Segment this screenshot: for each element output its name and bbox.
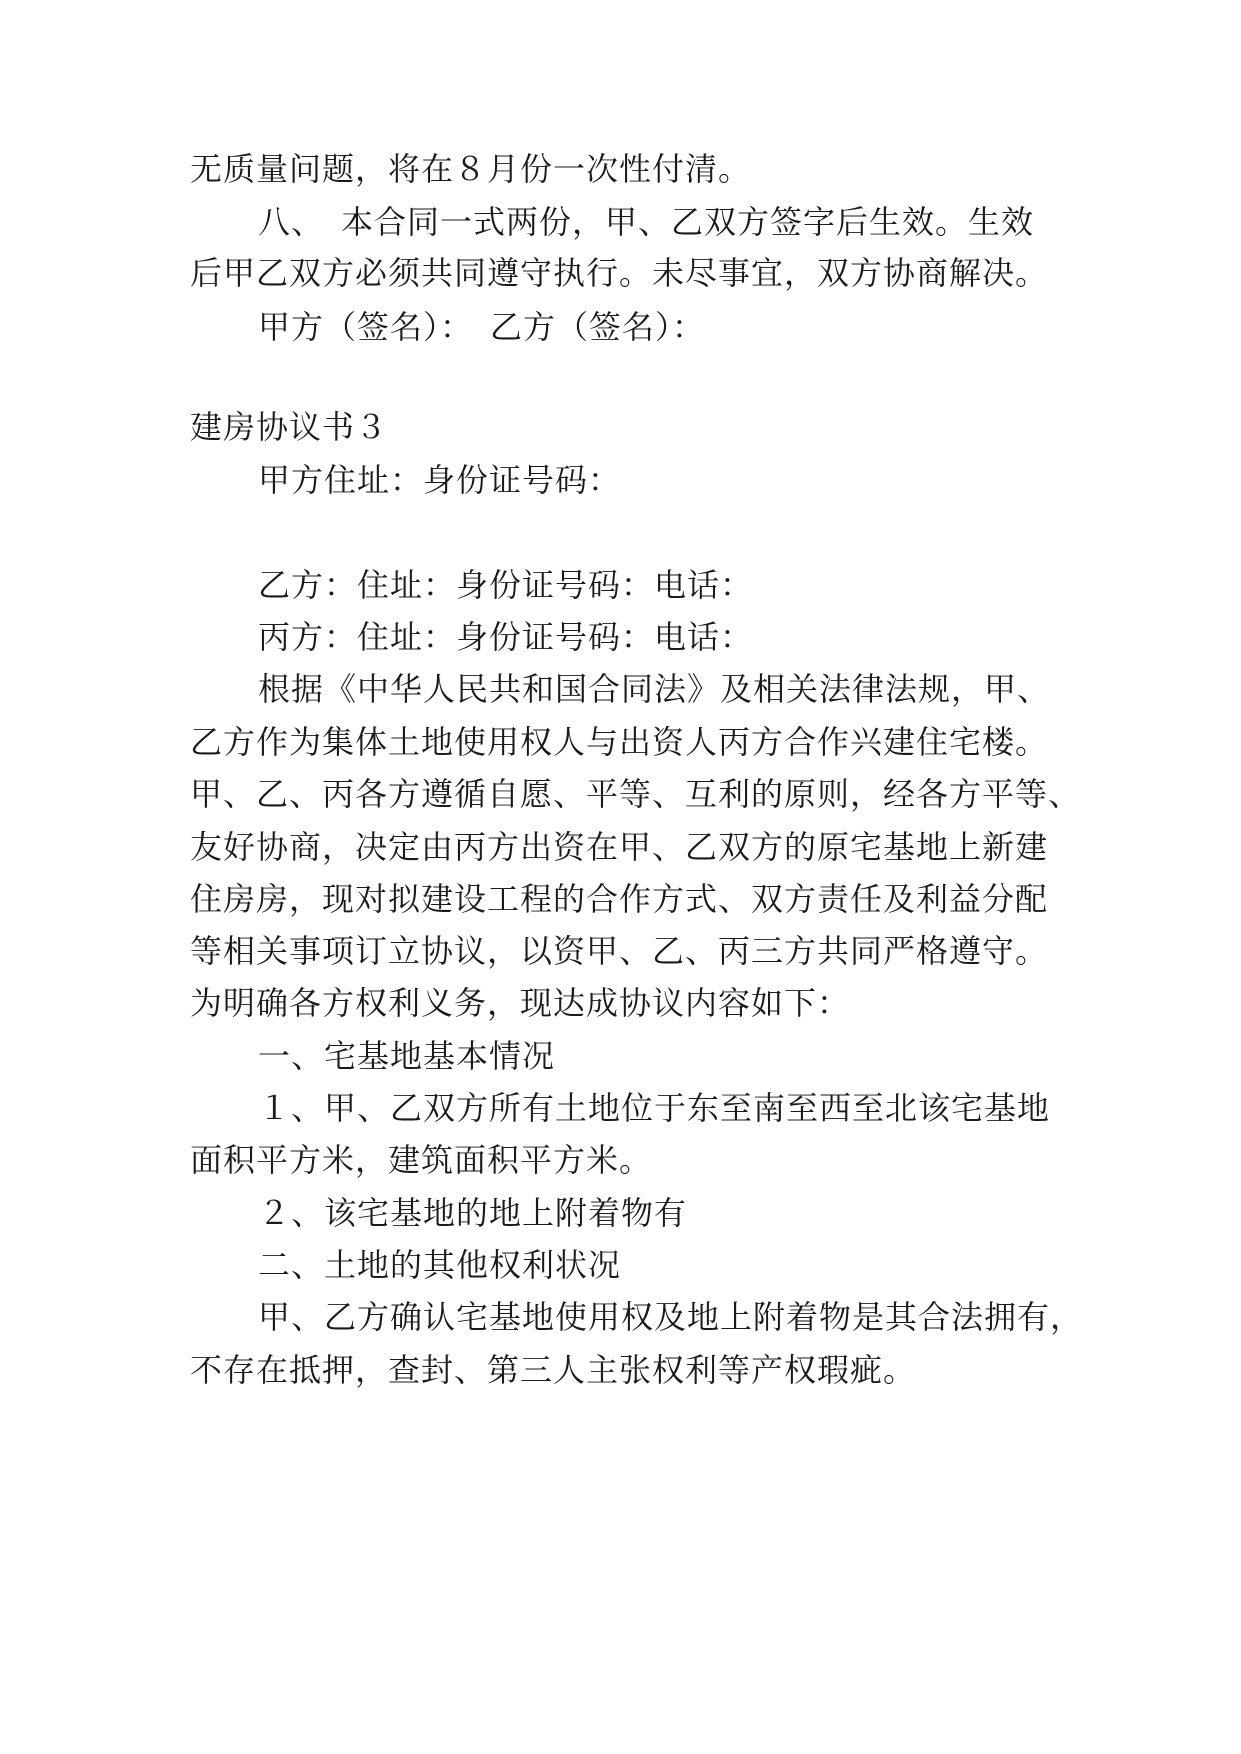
signature-line: 甲方（签名）： 乙方（签名）：	[258, 308, 706, 346]
text-line: 根据《中华人民共和国合同法》及相关法律法规，甲、	[258, 670, 1051, 708]
text-line: 为明确各方权利义务，现达成协议内容如下：	[190, 984, 851, 1022]
text-line: 甲、乙方确认宅基地使用权及地上附着物是其合法拥有，	[258, 1298, 1084, 1336]
text-line: ２、该宅基地的地上附着物有	[258, 1194, 688, 1232]
text-line: 面积平方米，建筑面积平方米。	[190, 1141, 653, 1179]
party-c-info: 丙方：住址：身份证号码：电话：	[258, 618, 754, 656]
text-line: 等相关事项订立协议，以资甲、乙、丙三方共同严格遵守。	[190, 932, 1049, 970]
text-line: 八、 本合同一式两份，甲、乙双方签字后生效。生效	[258, 203, 1035, 241]
text-line: 甲、乙、丙各方遵循自愿、平等、互利的原则，经各方平等、	[190, 775, 1082, 813]
text-line: 住房房，现对拟建设工程的合作方式、双方责任及利益分配	[190, 880, 1049, 918]
text-line: 无质量问题，将在８月份一次性付清。	[190, 150, 752, 188]
text-line: 乙方作为集体土地使用权人与出资人丙方合作兴建住宅楼。	[190, 723, 1049, 761]
text-line: 后甲乙双方必须共同遵守执行。未尽事宜，双方协商解决。	[190, 254, 1049, 292]
party-b-info: 乙方：住址：身份证号码：电话：	[258, 566, 754, 604]
text-line: 友好协商，决定由丙方出资在甲、乙双方的原宅基地上新建	[190, 828, 1049, 866]
party-a-info: 甲方住址：身份证号码：	[258, 461, 622, 499]
text-line: １、甲、乙双方所有土地位于东至南至西至北该宅基地	[258, 1089, 1051, 1127]
section-title: 建房协议书３	[190, 408, 389, 446]
clause-heading: 二、土地的其他权利状况	[258, 1246, 622, 1284]
text-line: 不存在抵押，查封、第三人主张权利等产权瑕疵。	[190, 1351, 917, 1389]
clause-heading: 一、宅基地基本情况	[258, 1037, 556, 1075]
